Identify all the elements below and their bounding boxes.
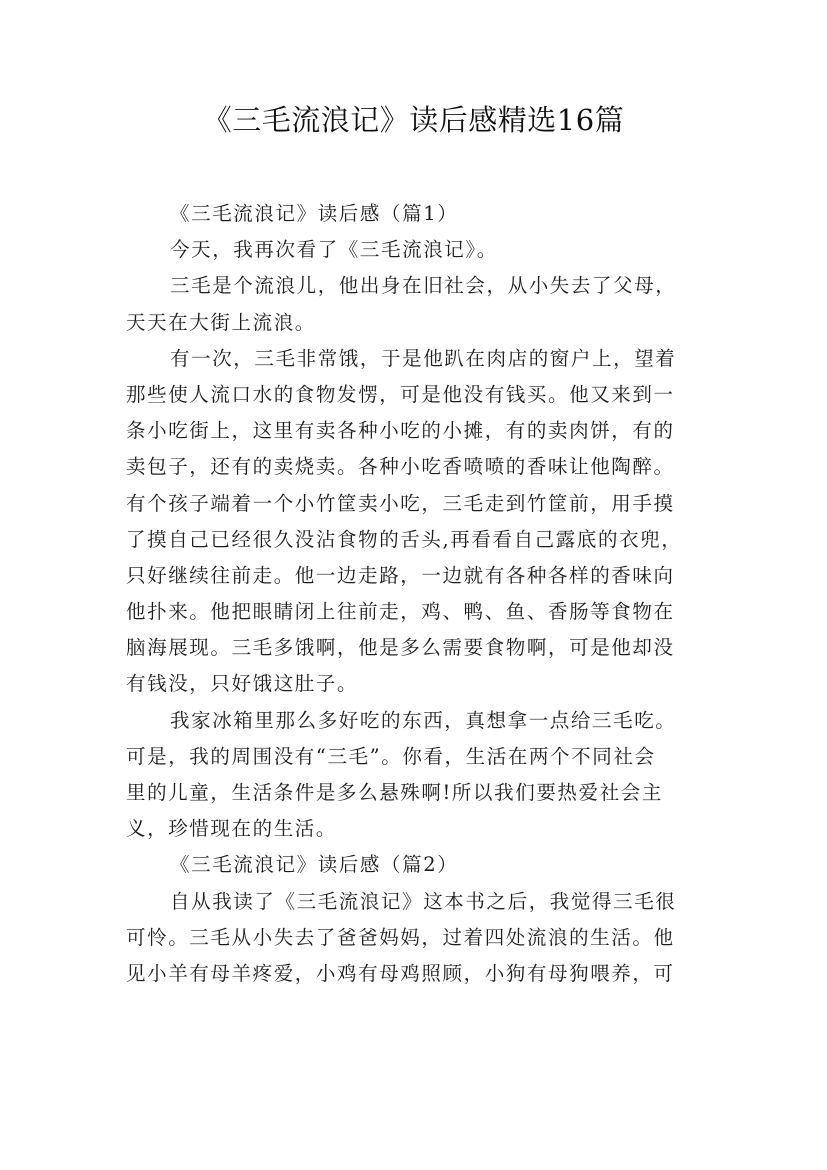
text-line: 可怜。三毛从小失去了爸爸妈妈，过着四处流浪的生活。他 <box>126 925 675 949</box>
text-line: 《三毛流浪记》读后感（篇1） <box>170 202 459 225</box>
document-title: 《三毛流浪记》读后感精选16篇 <box>202 103 625 137</box>
text-line: 里的儿童，生活条件是多么悬殊啊!所以我们要热爱社会主 <box>126 781 663 804</box>
text-line: 了摸自己已经很久没沾食物的舌头,再看看自己露底的衣兜， <box>126 527 683 551</box>
text-line: 有个孩子端着一个小竹筐卖小吃，三毛走到竹筐前，用手摸 <box>126 491 675 515</box>
text-line: 天天在大街上流浪。 <box>126 310 316 334</box>
text-line: 见小羊有母羊疼爱，小鸡有母鸡照顾，小狗有母狗喂养，可 <box>126 961 675 985</box>
text-line: 那些使人流口水的食物发愣，可是他没有钱买。他又来到一 <box>126 382 675 406</box>
text-line: 义，珍惜现在的生活。 <box>126 817 338 841</box>
text-line: 三毛是个流浪儿，他出身在旧社会，从小失去了父母， <box>170 274 677 298</box>
text-line: 脑海展现。三毛多饿啊，他是多么需要食物啊，可是他却没 <box>126 636 675 660</box>
text-line: 《三毛流浪记》读后感（篇2） <box>170 853 459 877</box>
text-line: 只好继续往前走。他一边走路，一边就有各种各样的香味向 <box>126 563 675 587</box>
document-body <box>126 196 716 992</box>
text-line: 自从我读了《三毛流浪记》这本书之后，我觉得三毛很 <box>170 889 677 913</box>
text-line: 今天，我再次看了《三毛流浪记》。 <box>170 238 498 262</box>
text-line: 条小吃街上，这里有卖各种小吃的小摊，有的卖肉饼，有的 <box>126 419 675 443</box>
text-line: 卖包子，还有的卖烧卖。各种小吃香喷喷的香味让他陶醉。 <box>126 455 675 479</box>
text-line: 他扑来。他把眼睛闭上往前走，鸡、鸭、鱼、香肠等食物在 <box>126 600 675 624</box>
text-line: 有一次，三毛非常饿，于是他趴在肉店的窗户上，望着 <box>170 346 677 370</box>
text-line: 有钱没，只好饿这肚子。 <box>126 672 359 696</box>
text-line: 我家冰箱里那么多好吃的东西，真想拿一点给三毛吃。 <box>170 708 677 732</box>
text-line: 可是，我的周围没有“三毛”。你看，生活在两个不同社会 <box>126 744 656 768</box>
